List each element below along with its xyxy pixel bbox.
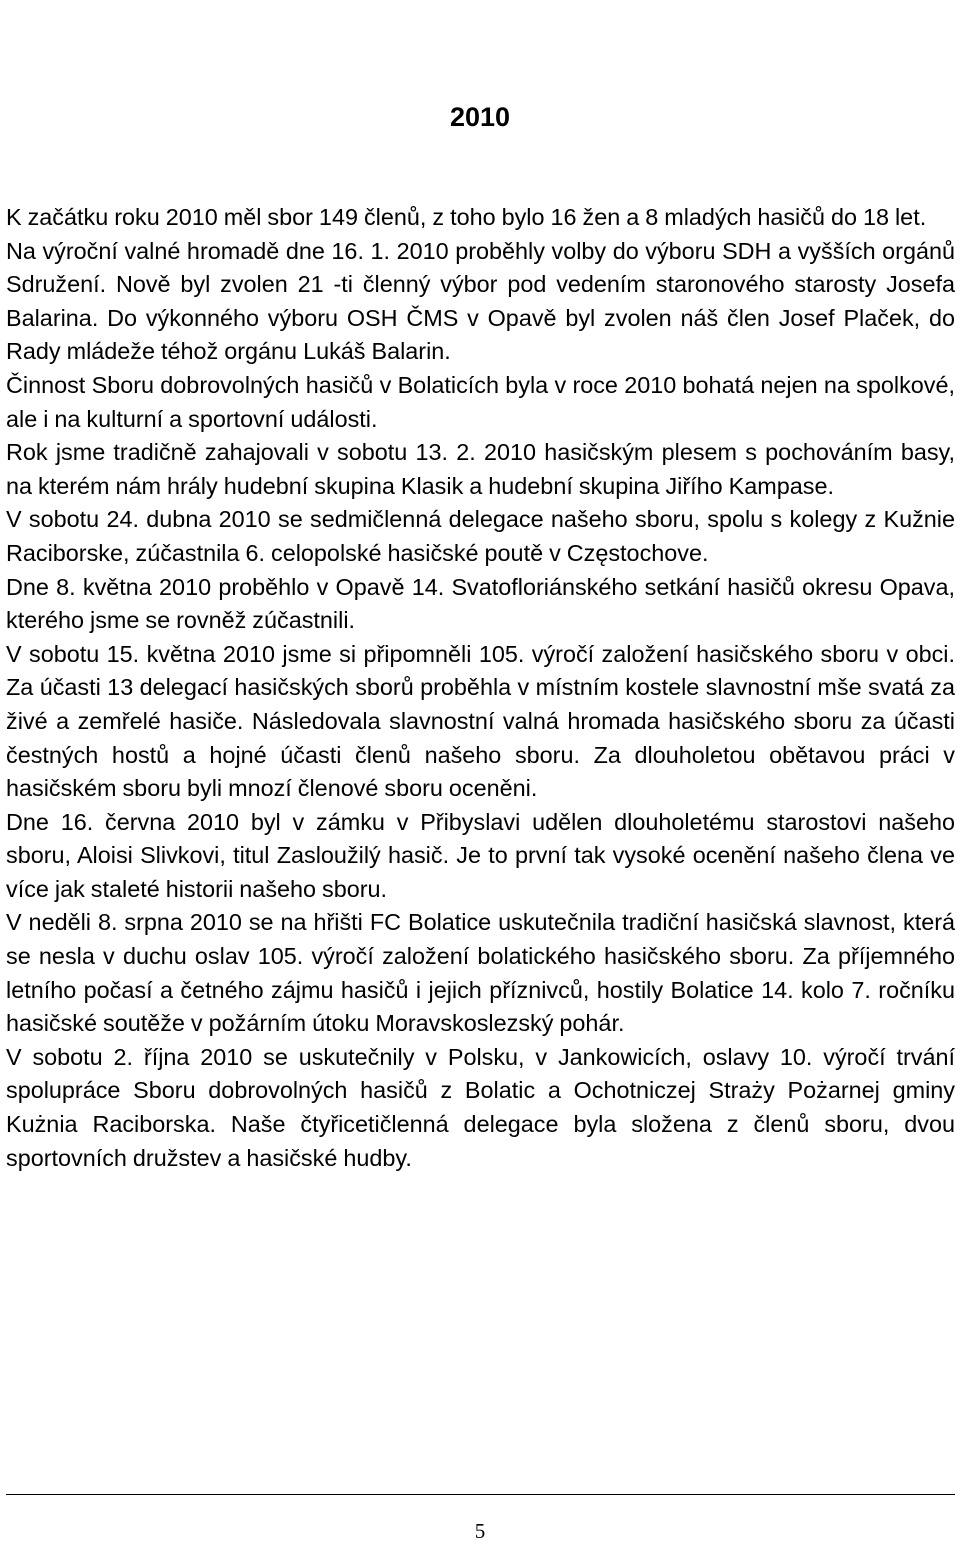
- paragraph-annual-meeting: Na výroční valné hromadě dne 16. 1. 2010 proběhly volby do výboru SDH a vyšších orgánů Sdružení. Nově byl zvolen 21 -ti členný výbor pod vedením staronového starosty Josefa Balarina. Do výkonného výboru OSH ČMS v Opavě byl zvolen náš člen Josef Plaček, do Rady mládeže téhož orgánu Lukáš Balarin.: [6, 237, 955, 365]
- page-number: 5: [474, 1519, 486, 1543]
- paragraph-award: Dne 16. června 2010 byl v zámku v Přibyslavi udělen dlouholetému starostovi našeho sboru, Aloisi Slivkovi, titul Zasloužilý hasič. Je to první tak vysoké ocenění našeho člena ve více jak staleté historii našeho sboru.: [6, 808, 955, 902]
- paragraph-ball: Rok jsme tradičně zahajovali v sobotu 13. 2. 2010 hasičským plesem s pochováním basy, na kterém nám hrály hudební skupina Klasik a hudební skupina Jiřího Kampase.: [6, 439, 955, 499]
- paragraph-pilgrimage: V sobotu 24. dubna 2010 se sedmičlenná delegace našeho sboru, spolu s kolegy z Kužnie Raciborske, zúčastnila 6. celopolské hasičské poutě v Częstochove.: [6, 506, 955, 566]
- page-title: 2010: [449, 102, 511, 132]
- paragraph-activities: Činnost Sboru dobrovolných hasičů v Bolaticích byla v roce 2010 bohatá nejen na spolkové, ale i na kulturní a sportovní události.: [6, 371, 955, 432]
- footer-divider: [6, 1494, 955, 1495]
- paragraph-anniversary: V sobotu 15. května 2010 jsme si připomněli 105. výročí založení hasičského sboru v obci. Za účasti 13 delegací hasičských sborů proběhla v místním kostele slavnostní mše svatá za živé a zemřelé hasiče. Následovala slavnostní valná hromada hasičského sboru za účasti čestných hostů a hojné účasti členů našeho sboru. Za dlouholetou obětavou práci v hasičském sboru byli mnozí členové sboru oceněni.: [6, 640, 955, 802]
- paragraph-florian-meeting: Dne 8. května 2010 proběhlo v Opavě 14. Svatofloriánského setkání hasičů okresu Opava, kterého jsme se rovněž zúčastnili.: [6, 573, 955, 634]
- paragraph-poland: V sobotu 2. října 2010 se uskutečnily v Polsku, v Jankowicích, oslavy 10. výročí trvání spolupráce Sboru dobrovolných hasičů z Bolatic a Ochotniczej Straży Pożarnej gminy Kużnia Raciborska. Naše čtyřicetičlenná delegace byla složena z členů sboru, dvou sportovních družstev a hasičské hudby.: [6, 1043, 955, 1171]
- paragraph-membership: K začátku roku 2010 měl sbor 149 členů, z toho bylo 16 žen a 8 mladých hasičů do 18 let.: [6, 204, 927, 230]
- paragraph-celebration: V neděli 8. srpna 2010 se na hřišti FC Bolatice uskutečnila tradiční hasičská slavnost, která se nesla v duchu oslav 105. výročí založení bolatického hasičského sboru. Za příjemného letního počasí a četného zájmu hasičů i jejich příznivců, hostily Bolatice 14. kolo 7. ročníku hasičské soutěže v požárním útoku Moravskoslezský pohár.: [6, 909, 955, 1037]
- document-body: [6, 201, 955, 1175]
